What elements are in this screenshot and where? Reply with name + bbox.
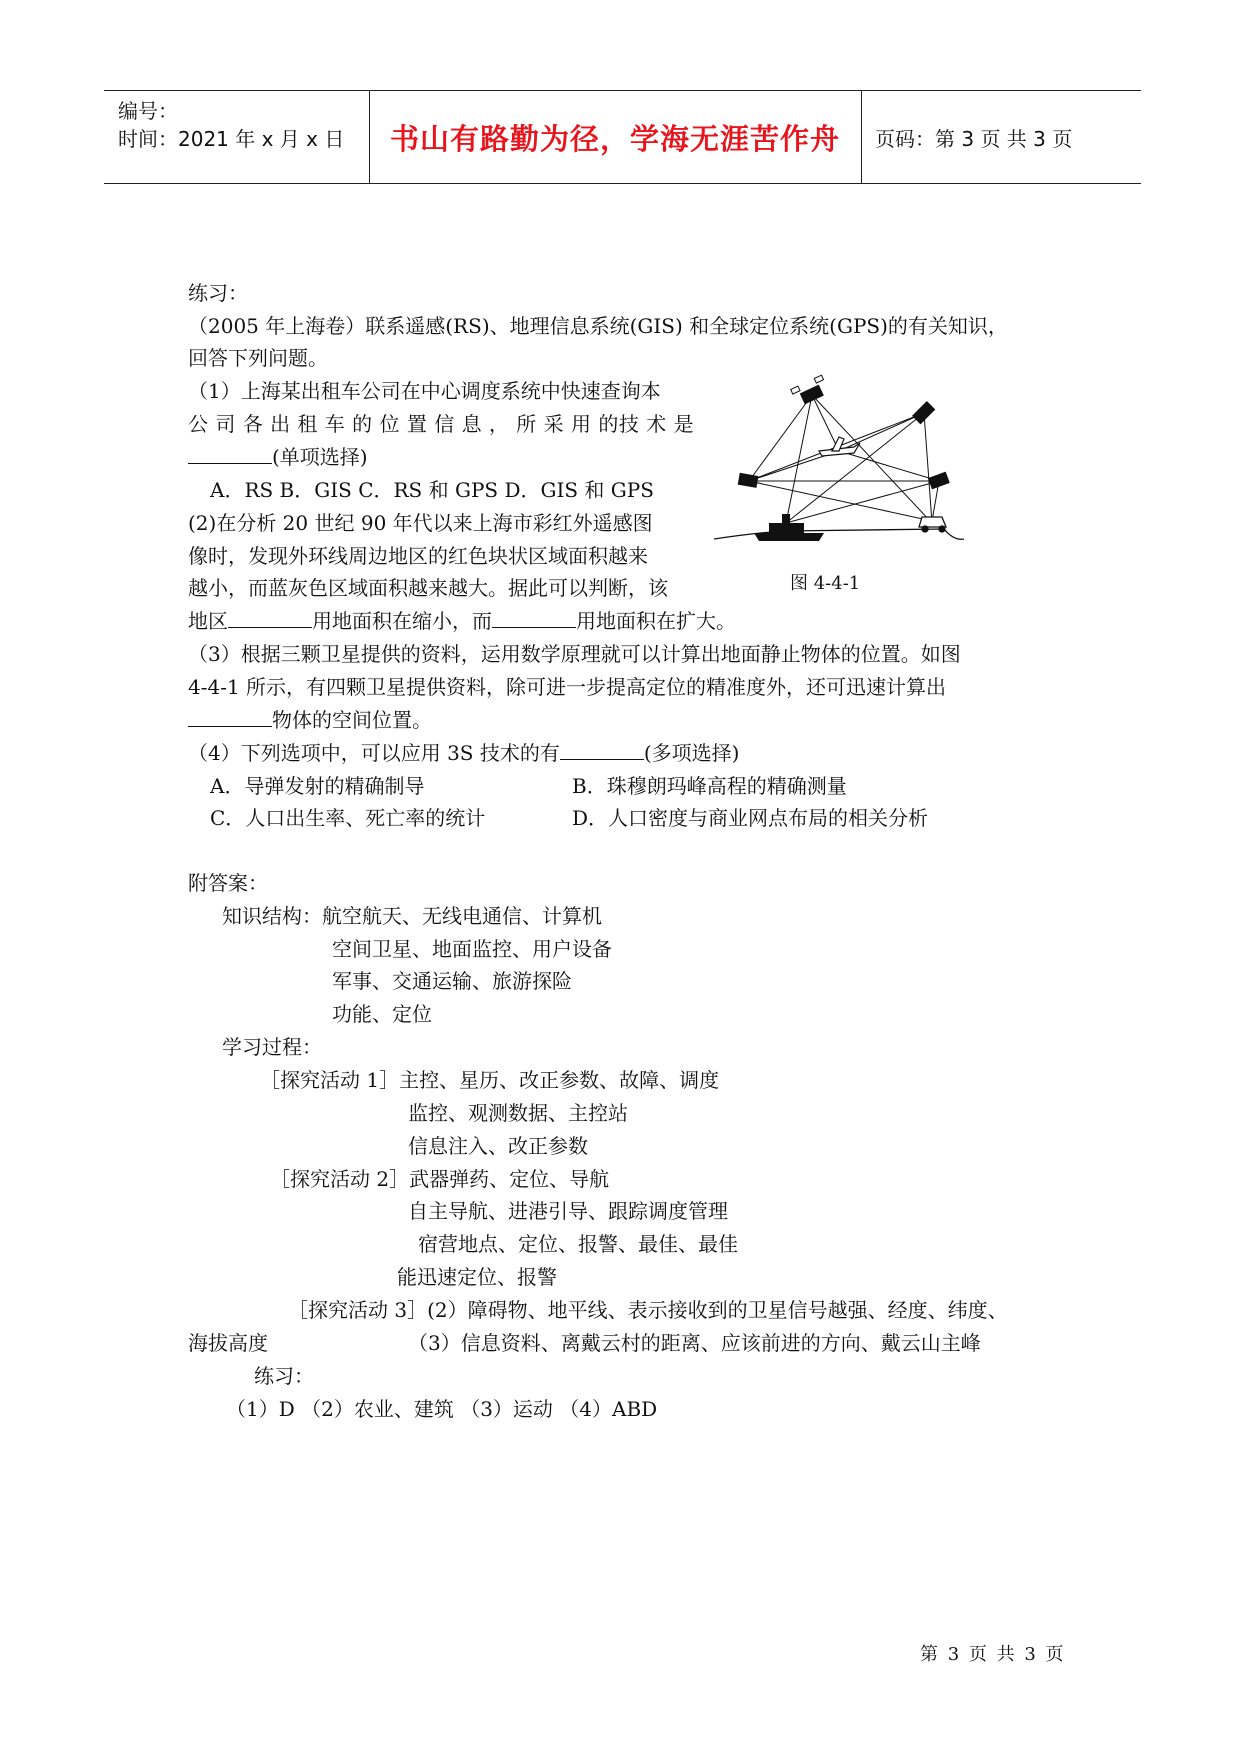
knowledge-line2: 空间卫星、地面监控、用户设备 — [332, 937, 612, 961]
page-footer: 第 3 页 共 3 页 — [920, 1644, 1066, 1665]
q4-option-d: D．人口密度与商业网点布局的相关分析 — [572, 806, 929, 830]
q1-line3: (单项选择) — [188, 447, 368, 467]
ship-icon — [754, 514, 824, 541]
q4-line1: （4）下列选项中，可以应用 3S 技术的有 (多项选择) — [188, 741, 740, 765]
activity3-line2a: 海拔高度 — [188, 1331, 268, 1355]
knowledge-line4: 功能、定位 — [332, 1002, 432, 1026]
q4-option-c: C．人口出生率、死亡率的统计 — [210, 806, 486, 830]
answer-blank — [228, 611, 312, 628]
satellite-icon — [738, 375, 949, 489]
practice-title: 练习： — [254, 1364, 314, 1388]
answer-blank — [560, 743, 644, 760]
activity2-line1: ［探究活动 2］武器弹药、定位、导航 — [270, 1167, 610, 1191]
q2-line3: 越小，而蓝灰色区域面积越来越大。据此可以判断，该 — [188, 576, 668, 600]
q3-line2: 4-4-1 所示，有四颗卫星提供资料，除可进一步提高定位的精准度外，还可迅速计算出 — [188, 675, 947, 699]
motto: 书山有路勤为径，学海无涯苦作舟 — [389, 122, 840, 156]
answer-blank — [492, 611, 576, 628]
answer-blank — [188, 710, 272, 727]
q2-line4: 地区 用地面积在缩小，而 用地面积在扩大。 — [188, 609, 736, 633]
page-label: 页码：第 3 页 共 3 页 — [875, 127, 1073, 151]
knowledge-line1: 知识结构：航空航天、无线电通信、计算机 — [222, 904, 602, 928]
header-page-cell — [861, 91, 1141, 183]
q1-options: A．RS B．GIS C．RS 和 GPS D．GIS 和 GPS — [210, 478, 654, 502]
q3-line3: 物体的空间位置。 — [188, 710, 432, 730]
q3-line1: （3）根据三颗卫星提供的资料，运用数学原理就可以计算出地面静止物体的位置。如图 — [188, 642, 961, 666]
q4-option-a: A．导弹发射的精确制导 — [210, 774, 425, 798]
answer-blank — [188, 447, 272, 464]
activity1-line2: 监控、观测数据、主控站 — [408, 1101, 628, 1125]
activity2-line2: 自主导航、进港引导、跟踪调度管理 — [408, 1199, 728, 1223]
figure-caption: 图 4-4-1 — [790, 573, 861, 594]
q1-line2: 公 司 各 出 租 车 的 位 置 信 息 ， 所 采 用 的技 术 是 — [188, 412, 695, 436]
satellite-positioning-figure — [714, 371, 964, 557]
header-motto-cell — [369, 91, 862, 183]
practice-answers: （1）D （2）农业、建筑 （3）运动 （4）ABD — [226, 1397, 658, 1421]
activity1-line3: 信息注入、改正参数 — [408, 1134, 588, 1158]
activity2-line3: 宿营地点、定位、报警、最佳、最佳 — [418, 1232, 738, 1256]
time-label: 时间：2021 年 x 月 x 日 — [118, 127, 345, 151]
exercise-title: 练习： — [188, 281, 248, 305]
q4-option-b: B．珠穆朗玛峰高程的精确测量 — [572, 774, 847, 798]
activity3-line2b: （3）信息资料、离戴云村的距离、应该前进的方向、戴云山主峰 — [408, 1331, 981, 1355]
serial-label: 编号： — [118, 99, 178, 123]
exercise-intro-line2: 回答下列问题。 — [188, 346, 328, 370]
q2-line2: 像时，发现外环线周边地区的红色块状区域面积越来 — [188, 544, 648, 568]
exercise-intro-line1: （2005 年上海卷）联系遥感(RS)、地理信息系统(GIS) 和全球定位系统(GPS)的有关知识， — [188, 314, 1008, 338]
header-info-cell — [104, 91, 370, 183]
q1-line1: （1）上海某出租车公司在中心调度系统中快速查询本 — [188, 379, 661, 403]
activity1-line1: ［探究活动 1］主控、星历、改正参数、故障、调度 — [260, 1068, 720, 1092]
q2-line1: (2)在分析 20 世纪 90 年代以来上海市彩红外遥感图 — [188, 511, 653, 535]
process-title: 学习过程： — [222, 1035, 322, 1059]
knowledge-line3: 军事、交通运输、旅游探险 — [332, 969, 572, 993]
answers-title: 附答案： — [188, 871, 268, 895]
activity3-line1: ［探究活动 3］(2）障碍物、地平线、表示接收到的卫星信号越强、经度、纬度、 — [288, 1298, 1008, 1322]
activity2-line4: 能迅速定位、报警 — [397, 1265, 557, 1289]
page-header — [104, 90, 1141, 184]
